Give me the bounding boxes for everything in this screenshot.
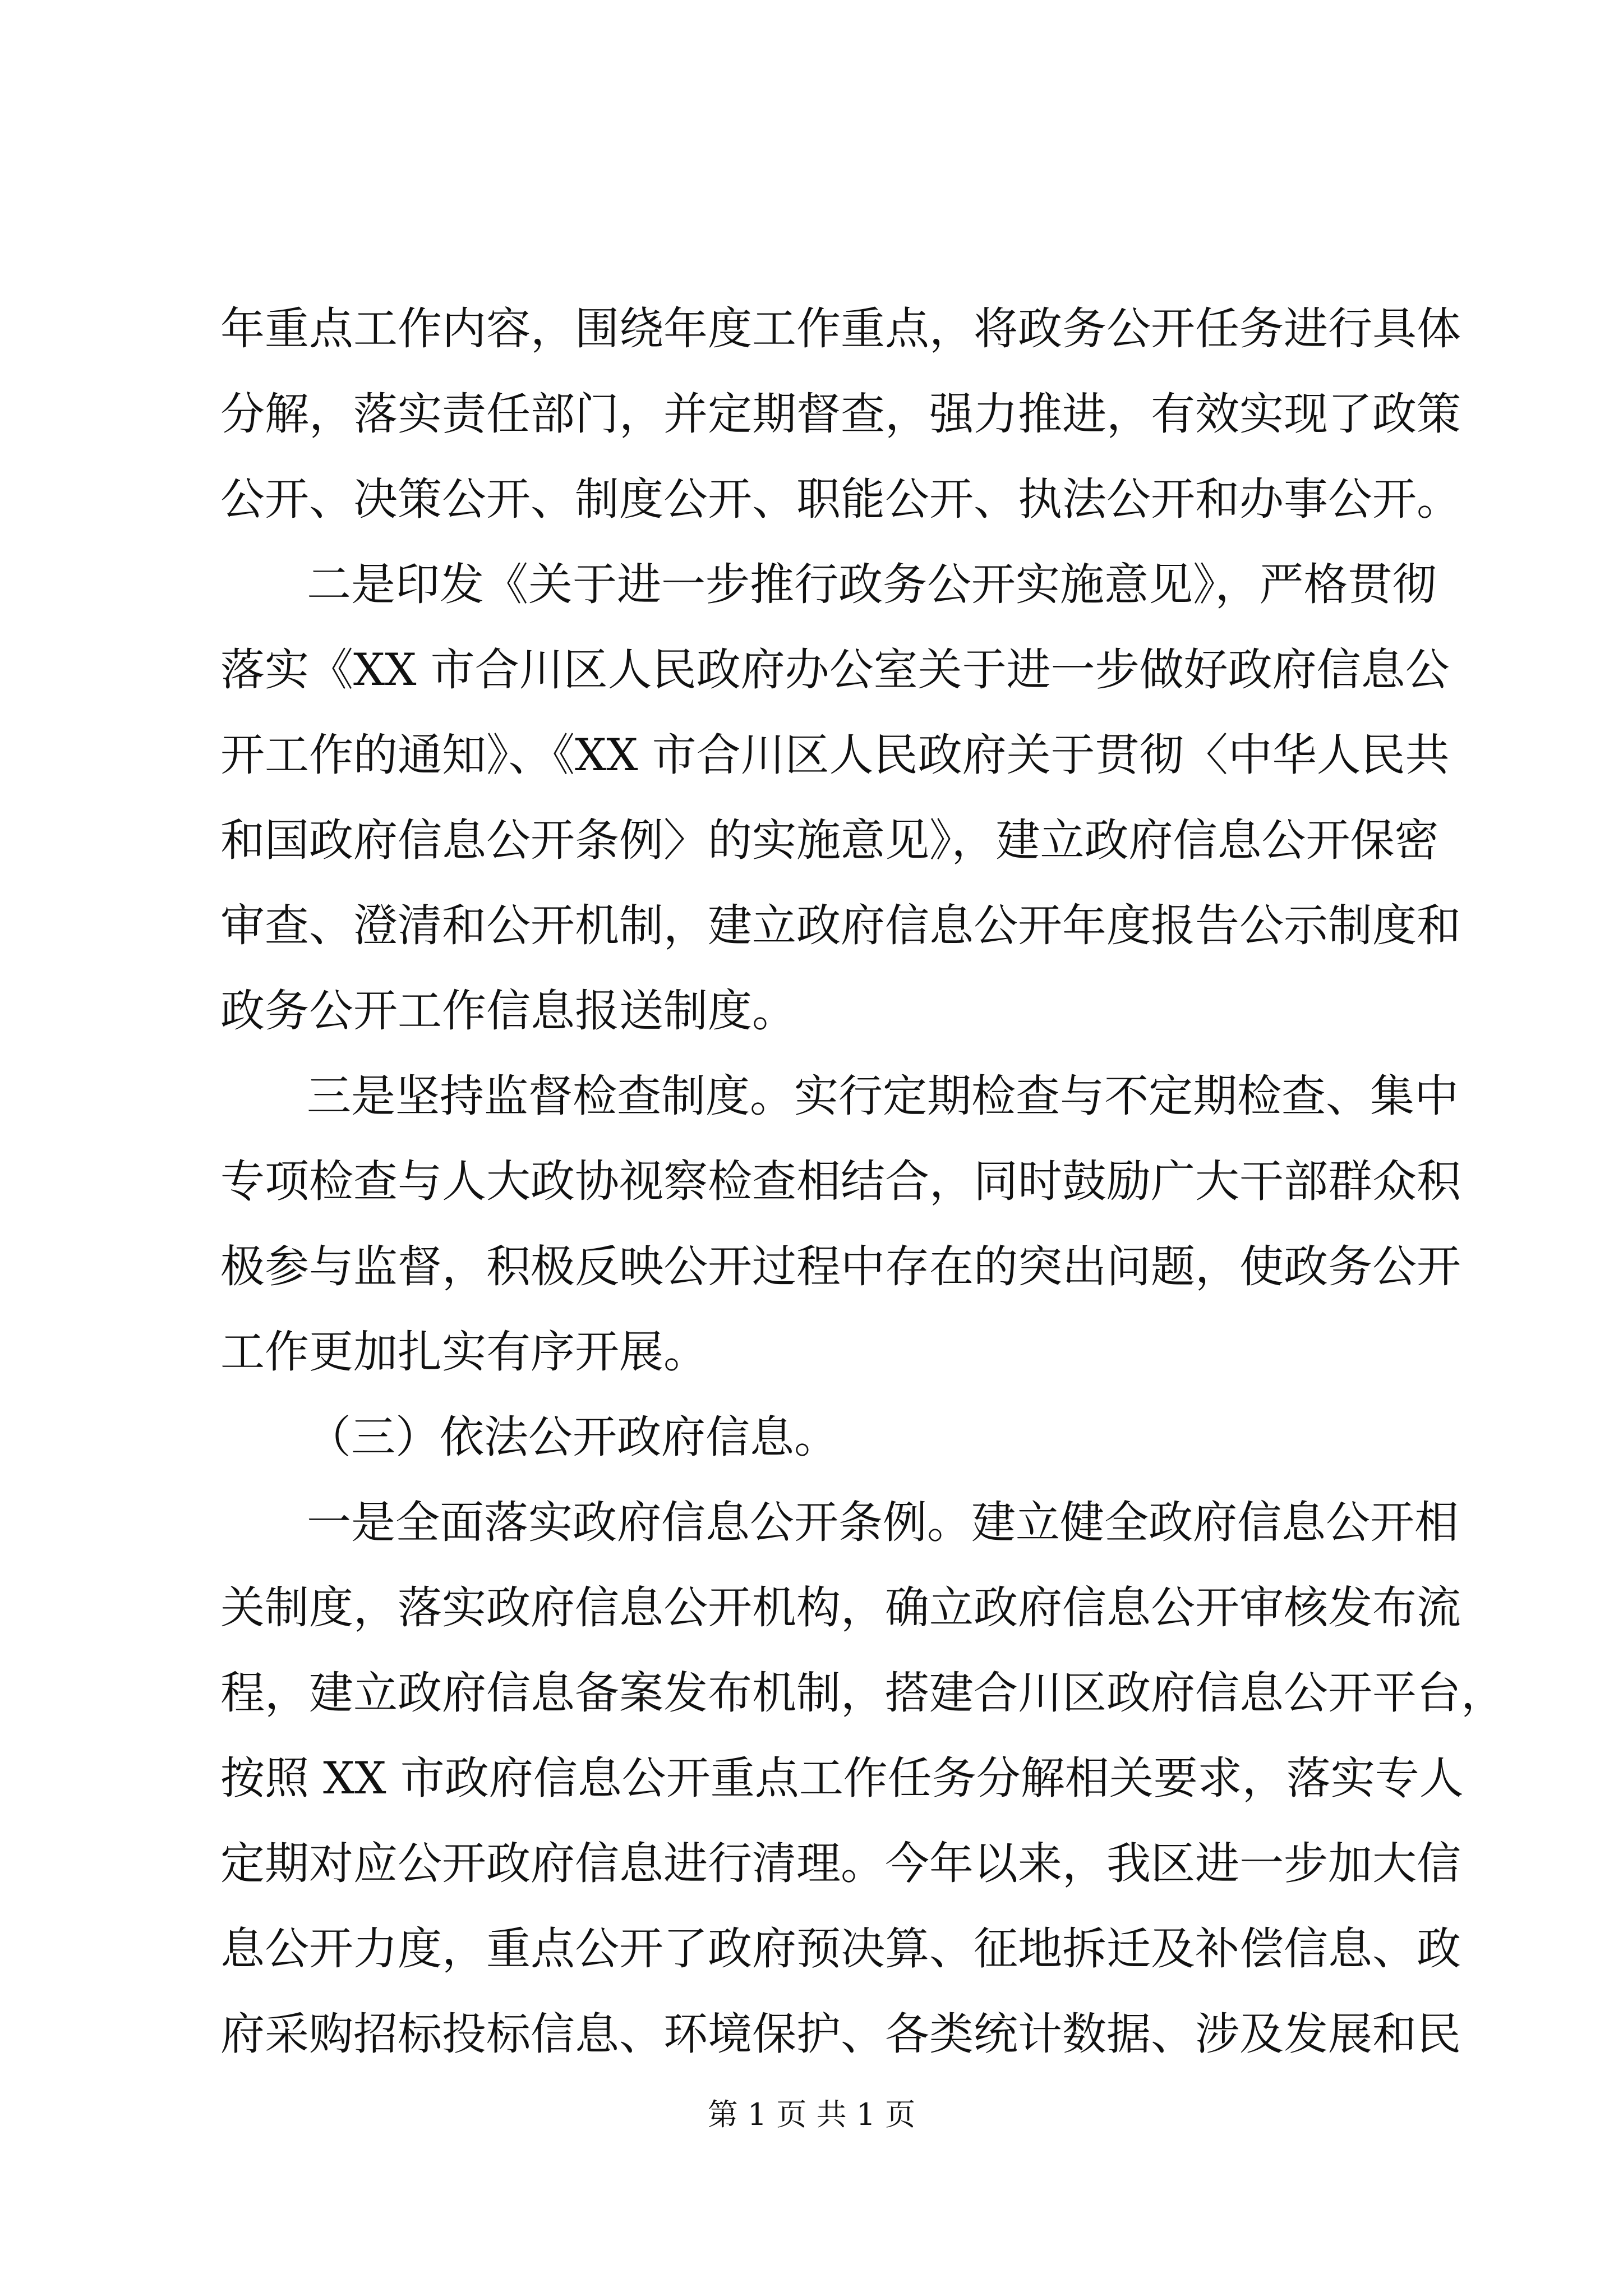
document-body xyxy=(220,286,1505,2077)
text-line: 极参与监督，积极反映公开过程中存在的突出问题，使政务公开 xyxy=(220,1241,1461,1292)
text-line: 开工作的通知》、《XX 市合川区人民政府关于贯彻〈中华人民共 xyxy=(220,729,1450,781)
section-heading: （三）依法公开政府信息。 xyxy=(307,1411,838,1463)
text-line: 定期对应公开政府信息进行清理。今年以来，我区进一步加大信 xyxy=(220,1838,1461,1889)
text-line: 落实《XX 市合川区人民政府办公室关于进一步做好政府信息公 xyxy=(220,644,1450,696)
text-line: 府采购招标投标信息、环境保护、各类统计数据、涉及发展和民 xyxy=(220,2008,1461,2060)
text-line: 程，建立政府信息备案发布机制，搭建合川区政府信息公开平台， xyxy=(220,1667,1505,1719)
text-line: 公开、决策公开、制度公开、职能公开、执法公开和办事公开。 xyxy=(220,473,1461,525)
text-line: 息公开力度，重点公开了政府预决算、征地拆迁及补偿信息、政 xyxy=(220,1923,1461,1975)
text-line: 和国政府信息公开条例〉的实施意见》，建立政府信息公开保密 xyxy=(220,815,1439,866)
paragraph-first-line: 一是全面落实政府信息公开条例。建立健全政府信息公开相 xyxy=(307,1497,1459,1548)
text-line: 关制度，落实政府信息公开机构，确立政府信息公开审核发布流 xyxy=(220,1582,1461,1634)
text-line: 分解，落实责任部门，并定期督查，强力推进，有效实现了政策 xyxy=(220,388,1461,440)
text-line: 工作更加扎实有序开展。 xyxy=(220,1326,708,1378)
text-line: 年重点工作内容，围绕年度工作重点，将政务公开任务进行具体 xyxy=(220,303,1461,355)
text-line: 政务公开工作信息报送制度。 xyxy=(220,985,796,1037)
paragraph-first-line: 三是坚持监督检查制度。实行定期检查与不定期检查、集中 xyxy=(307,1070,1459,1122)
page-footer: 第 1 页 共 1 页 xyxy=(707,2097,916,2132)
paragraph-first-line: 二是印发《关于进一步推行政务公开实施意见》，严格贯彻 xyxy=(307,559,1437,610)
text-line: 按照 XX 市政府信息公开重点工作任务分解相关要求，落实专人 xyxy=(220,1752,1464,1804)
text-line: 审查、澄清和公开机制，建立政府信息公开年度报告公示制度和 xyxy=(220,900,1461,951)
text-line: 专项检查与人大政协视察检查相结合，同时鼓励广大干部群众积 xyxy=(220,1156,1461,1207)
